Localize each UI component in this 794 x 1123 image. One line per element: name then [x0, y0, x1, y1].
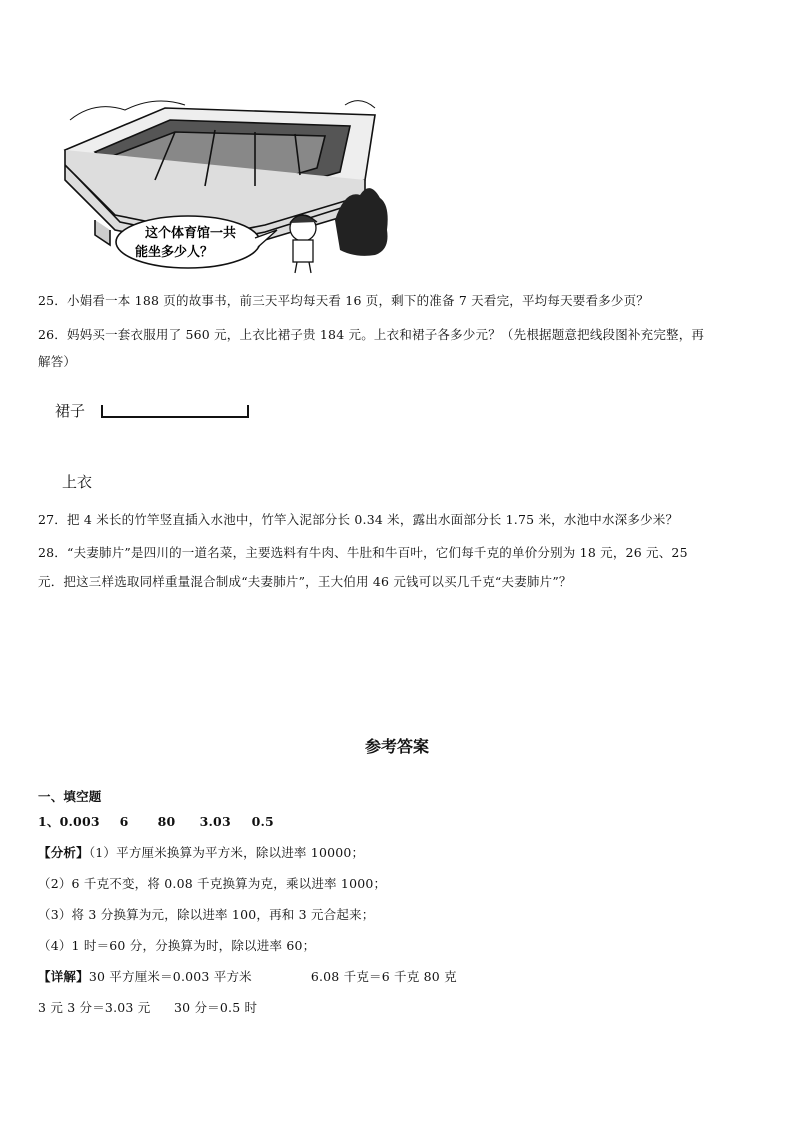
- question-26-line1: 26．妈妈买一套衣服用了 560 元，上衣比裙子贵 184 元。上衣和裙子各多少元？（先根据题意把线段图补充完整，再: [38, 327, 705, 342]
- detail-text: 30 分＝0.5 时: [174, 1000, 258, 1015]
- analysis-line-3: （3）将 3 分换算为元，除以进率 100，再和 3 元合起来；: [38, 907, 375, 922]
- segment-skirt: [101, 405, 249, 418]
- detail-text: 6.08 千克＝6 千克 80 克: [310, 969, 457, 984]
- section-heading: 一、填空题: [38, 789, 102, 804]
- detail-line-1: [38, 967, 457, 985]
- answer-1-value: 80: [157, 814, 176, 829]
- analysis-tag: 【分析】: [38, 845, 89, 860]
- question-27: 27．把 4 米长的竹竿竖直插入水池中，竹竿入泥部分长 0.34 米，露出水面部分长 1.75 米，水池中水深多少米？: [38, 512, 679, 527]
- segment-label-top: 上衣: [62, 473, 93, 491]
- question-26-line2: 解答）: [38, 354, 77, 369]
- answer-1-row: [38, 812, 274, 830]
- question-28-line2: 元．把这三样选取同样重量混合制成“夫妻肺片”，王大伯用 46 元钱可以买几千克“夫妻肺片”？: [38, 574, 572, 589]
- answer-title: 参考答案: [364, 737, 429, 756]
- analysis-line-4: （4）1 时＝60 分，分换算为时，除以进率 60；: [38, 938, 316, 953]
- detail-text: 30 平方厘米＝0.003 平方米: [88, 969, 252, 984]
- question-25: 25．小娟看一本 188 页的故事书，前三天平均每天看 16 页，剩下的准备 7 天看完，平均每天要看多少页？: [38, 293, 649, 308]
- detail-line-2: [38, 998, 257, 1016]
- answer-1-value: 6: [119, 814, 129, 829]
- stadium-illustration: [55, 80, 390, 275]
- analysis-line-1: [38, 843, 364, 861]
- answer-1-value: 0.5: [251, 814, 274, 829]
- boy-drawing: [290, 215, 317, 273]
- segment-label-skirt: 裙子: [55, 402, 86, 420]
- bubble-text-line2: 能坐多少人？: [135, 245, 214, 260]
- analysis-line-2: （2）6 千克不变，将 0.08 千克换算为克，乘以进率 1000；: [38, 876, 387, 891]
- answer-1-prefix: 1、: [38, 814, 60, 829]
- question-28-line1: 28．“夫妻肺片”是四川的一道名菜，主要选料有牛肉、牛肚和牛百叶，它们每千克的单价分别为 18 元，26 元、25: [38, 545, 688, 560]
- bubble-text-line1: 这个体育馆一共: [145, 226, 237, 241]
- detail-tag: 【详解】: [38, 969, 89, 984]
- answer-1-value: 3.03: [199, 814, 231, 829]
- answer-1-value: 0.003: [59, 814, 100, 829]
- detail-text: 3 元 3 分＝3.03 元: [38, 1000, 151, 1015]
- analysis-text: （1）平方厘米换算为平方米，除以进率 10000；: [88, 845, 365, 860]
